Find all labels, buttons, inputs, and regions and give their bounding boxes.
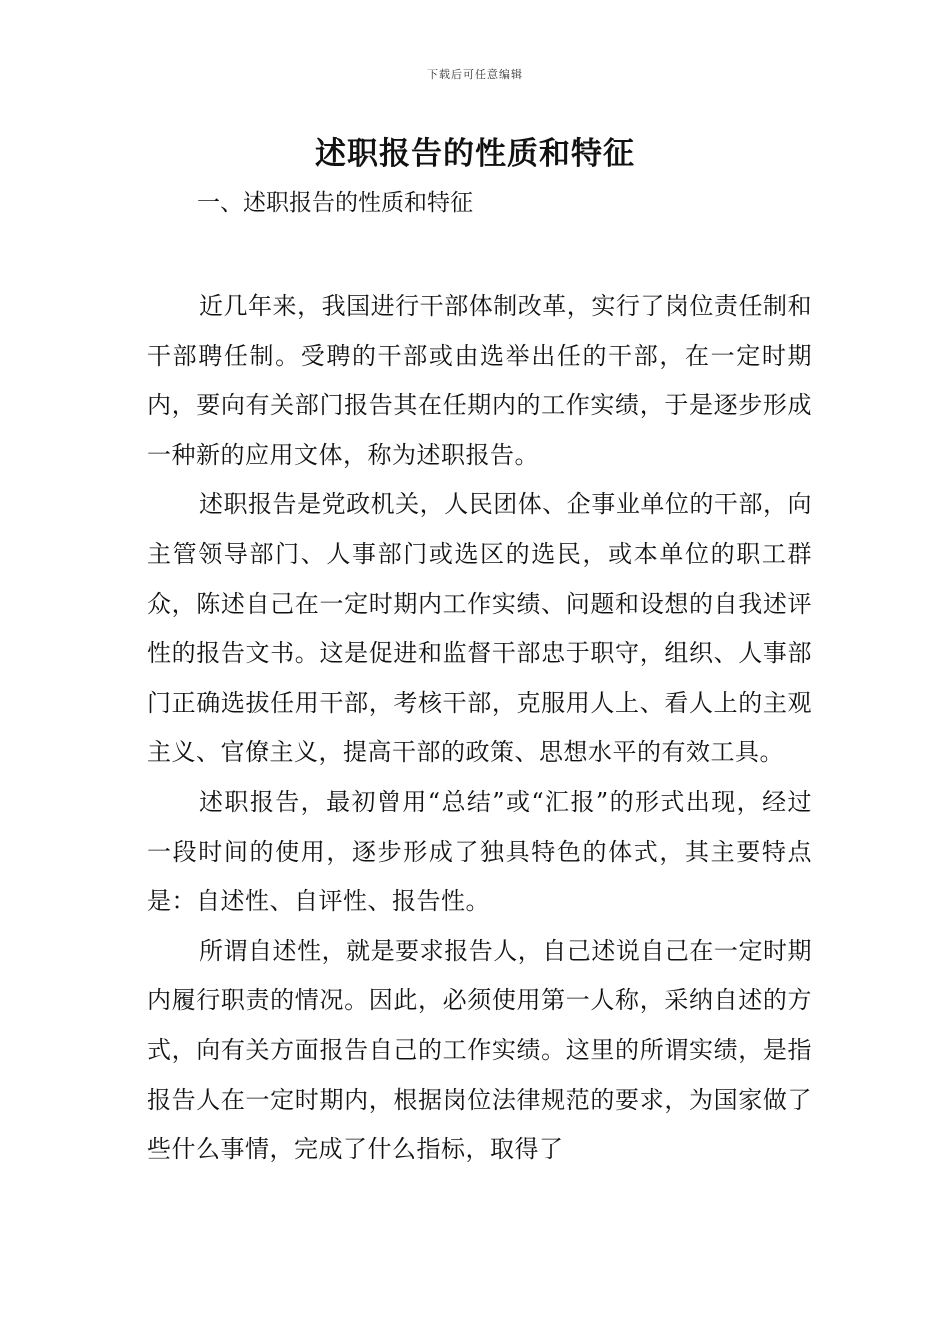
paragraph-4: 所谓自述性，就是要求报告人，自己述说自己在一定时期内履行职责的情况。因此，必须使用第一人称，采纳自述的方式，向有关方面报告自己的工作实绩。这里的所谓实绩，是指报告人在一定时期内，根据岗位法律规范的要求，为国家做了些什么事情，完成了什么指标，取得了 <box>147 936 812 1164</box>
section-heading: 一、述职报告的性质和特征 <box>197 190 473 216</box>
paragraph-3: 述职报告，最初曾用“总结”或“汇报”的形式出现，经过一段时间的使用，逐步形成了独具特色的体式，其主要特点是：自述性、自评性、报告性。 <box>147 787 812 916</box>
paragraph-1: 近几年来，我国进行干部体制改革，实行了岗位责任制和干部聘任制。受聘的干部或由选举出任的干部，在一定时期内，要向有关部门报告其在任期内的工作实绩，于是逐步形成一种新的应用文体，称为述职报告。 <box>147 292 812 469</box>
header-note: 下载后可任意编辑 <box>427 68 523 81</box>
body-text <box>147 282 812 1175</box>
paragraph-2: 述职报告是党政机关，人民团体、企事业单位的干部，向主管领导部门、人事部门或选区的选民，或本单位的职工群众，陈述自己在一定时期内工作实绩、问题和设想的自我述评性的报告文书。这是促进和监督干部忠于职守，组织、人事部门正确选拔任用干部，考核干部，克服用人上、看人上的主观主义、官僚主义，提高干部的政策、思想水平的有效工具。 <box>147 490 812 767</box>
document-title: 述职报告的性质和特征 <box>315 136 635 172</box>
